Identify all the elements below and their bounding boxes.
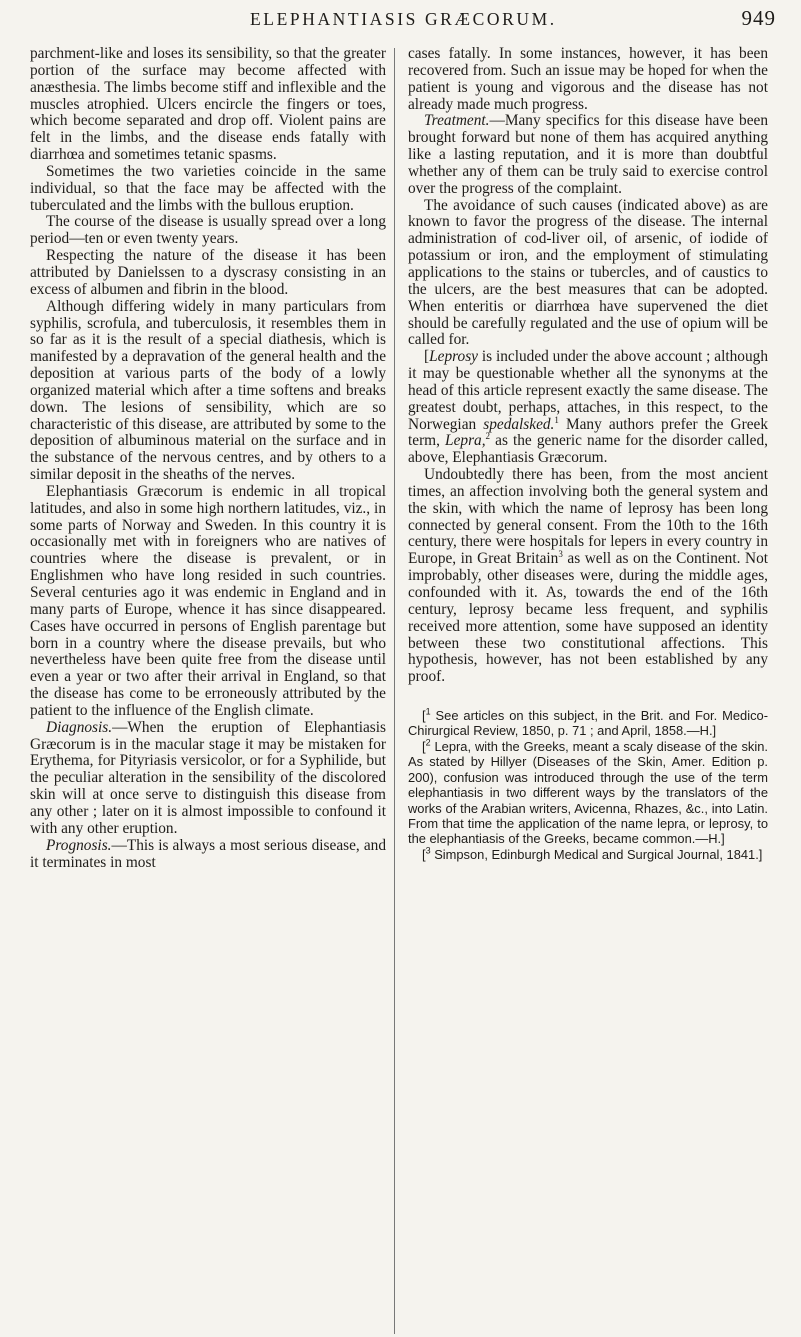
footnote-text: Lepra, with the Greeks, meant a scaly disease of the skin. As stated by Hillyer (Diseases of the Skin, Amer. Edition p. 200), confusion was introduced through the use of the term elephantiasis in two different ways by the translators of the works of the Arabian writers, Avicenna, Rhazes, &c., into Latin. From that time the application of the name lepra, or leprosy, to the elephantiasis of the Greeks, became common.—H.] (408, 738, 768, 847)
term-lepra: Lepra, (445, 432, 486, 450)
paragraph: Elephantiasis Græcorum is endemic in all tropical latitudes, and also in some high northern latitudes, viz., in some parts of Norway and Sweden. In this country it is occasionally met with in foreigners who are natives of countries where the disease is prevalent, or in Englishmen who have long resided in such countries. Several centuries ago it was endemic in England and in many parts of Europe, whence it has since disappeared. Cases have occurred in persons of English parentage but born in a country where the disease prevails, but who nevertheless have been quite free from the disease until even a year or two after their arrival in England, so that the disease has come to be erroneously attributed by the patient to the influence of the English climate. (30, 482, 386, 719)
leprosy-paragraph (408, 349, 768, 467)
prognosis-paragraph (30, 838, 386, 872)
footnote-ref-2: 2 (485, 431, 491, 442)
footnote-ref-1: 1 (554, 414, 559, 425)
footnote-3: [$^3$ Simpson, Edinburgh Medical and Surgical Journal, 1841.] (422, 845, 763, 862)
bracket: [ (424, 348, 430, 366)
paragraph: Sometimes the two varieties coincide in the same individual, so that the face may be affected with the tuberculated and the limbs with the bullous eruption. (30, 162, 386, 214)
footnote-mark: 1 (425, 706, 431, 717)
treatment-text: —Many specifics for this disease have been brought forward but none of them has acquired anything like a lasting reputation, and it is more than doubtful whether any of them can be truly said to exercise control over the progress of the complaint. (408, 112, 768, 197)
diagnosis-paragraph (30, 720, 386, 838)
running-title: ELEPHANTIASIS GRÆCORUM. (250, 9, 557, 29)
paragraph: cases fatally. In some instances, however, it has been recovered from. Such an issue may be hoped for when the patient is young and vigorous and the disease has not already made much progress. (408, 45, 768, 113)
history-paragraph (408, 467, 768, 686)
prognosis-text: —This is always a most serious disease, and it terminates in most (30, 836, 386, 871)
diagnosis-text: —When the eruption of Elephantiasis Græcorum is in the macular stage it may be mistaken for Erythema, for Pityriasis versicolor, or for a Syphilide, but the peculiar alteration in the sensibility of the discolored skin will at once serve to distinguish this disease from any other ; later on it is almost impossible to confound it with any other eruption. (30, 718, 386, 837)
footnote-2: [$^2$ Lepra, with the Greeks, meant a scaly disease of the skin. As stated by Hillyer (Diseases of the Skin, Amer. Edition p. 200), confusion was introduced through the use of the term elephantiasis in two different ways by the translators of the works of the Arabian writers, Avicenna, Rhazes, &c., into Latin. From that time the application of the name lepra, or leprosy, to the elephantiasis of the Greeks, became common.—H.] (408, 737, 768, 847)
footnote-text: See articles on this subject, in the Brit. and For. Medico-Chirurgical Review, 1850, p. 71 ; and April, 1858.—H.] (408, 708, 768, 739)
footnote-1: [$^1$ See articles on this subject, in the Brit. and For. Medico-Chirurgical Review, 1850, p. 71 ; and April, 1858.—H.] (408, 706, 768, 739)
history-text: as well as on the Continent. Not improbably, other diseases were, during the middle ages, confounded with it. As, towards the end of the 16th century, leprosy became less frequent, and syphilis received more attention, some have supposed an identity between these two constitutional affections. This hypothesis, however, has not been established by any proof. (408, 550, 768, 686)
history-text: Undoubtedly there has been, from the most ancient times, an affection involving both the general system and the skin, with which the name of leprosy has been long connected by general consent. From the 10th to the 16th century, there were hospitals for lepers in every country in Europe, in Great Britain (408, 466, 768, 568)
treatment-paragraph (408, 113, 768, 197)
leprosy-text: as the generic name for the disorder called, above, Elephantiasis Græcorum. (408, 432, 769, 467)
paragraph: Respecting the nature of the disease it has been attributed by Danielssen to a dyscrasy consisting in an excess of albumen and fibrin in the blood. (30, 247, 386, 298)
footnotes (408, 708, 768, 862)
footnote-ref-3: 3 (558, 549, 563, 560)
term-leprosy: Leprosy (429, 348, 478, 366)
leprosy-text: Many authors prefer the Greek term, (408, 415, 768, 450)
leprosy-text: is included under the above account ; although it may be questionable whether all the synonyms at the head of this article represent exactly the same disease. The greatest doubt, perhaps, attaches, in this respect, to the Norwegian (408, 348, 768, 433)
right-column (408, 46, 768, 862)
section-heading-prognosis: Prognosis. (46, 836, 112, 854)
section-heading-diagnosis: Diagnosis. (46, 718, 113, 736)
paragraph: The avoidance of such causes (indicated above) as are known to favor the progress of the disease. The internal administration of cod-liver oil, of arsenic, of iodide of potassium or iron, and the employment of stimulating applications to the stains or tubercles, and of caustics to the ulcers, are the best measures that can be adopted. When enteritis or diarrhœa have supervened the diet should be carefully regulated and the use of opium will be called for. (408, 196, 768, 349)
footnote-mark: 3 (425, 845, 431, 856)
section-heading-treatment: Treatment. (424, 112, 490, 130)
column-divider (394, 48, 395, 1334)
paragraph: parchment-like and loses its sensibility, so that the greater portion of the surface may become affected with anæsthesia. The limbs become stiff and inflexible and the muscles atrophied. Ulcers encircle the fingers or toes, which become separated and drop off. Violent pains are felt in the limbs, and the disease ends fatally with diarrhœa and sometimes tetanic spasms. (30, 45, 386, 164)
footnote-mark: 2 (425, 737, 431, 748)
running-head (250, 6, 776, 31)
term-spedalsked: spedalsked. (483, 415, 555, 433)
paragraph: The course of the disease is usually spread over a long period—ten or even twenty years. (30, 213, 386, 248)
paragraph: Although differing widely in many particulars from syphilis, scrofula, and tuberculosis, it resembles them in so far as it is the result of a special diathesis, which is manifested by a depravation of the general health and the deposition at various parts of the body of a lowly organized material which after a time softens and breaks down. The lesions of sensibility, which are so characteristic of this disease, are attributed by some to the deposition of albuminous material on the surface and in the substance of the nervous centres, and by others to a similar deposit in the sheaths of the nerves. (30, 297, 386, 484)
page-number: 949 (741, 6, 776, 30)
left-column (30, 46, 386, 871)
footnote-text: Simpson, Edinburgh Medical and Surgical Journal, 1841.] (430, 846, 763, 862)
